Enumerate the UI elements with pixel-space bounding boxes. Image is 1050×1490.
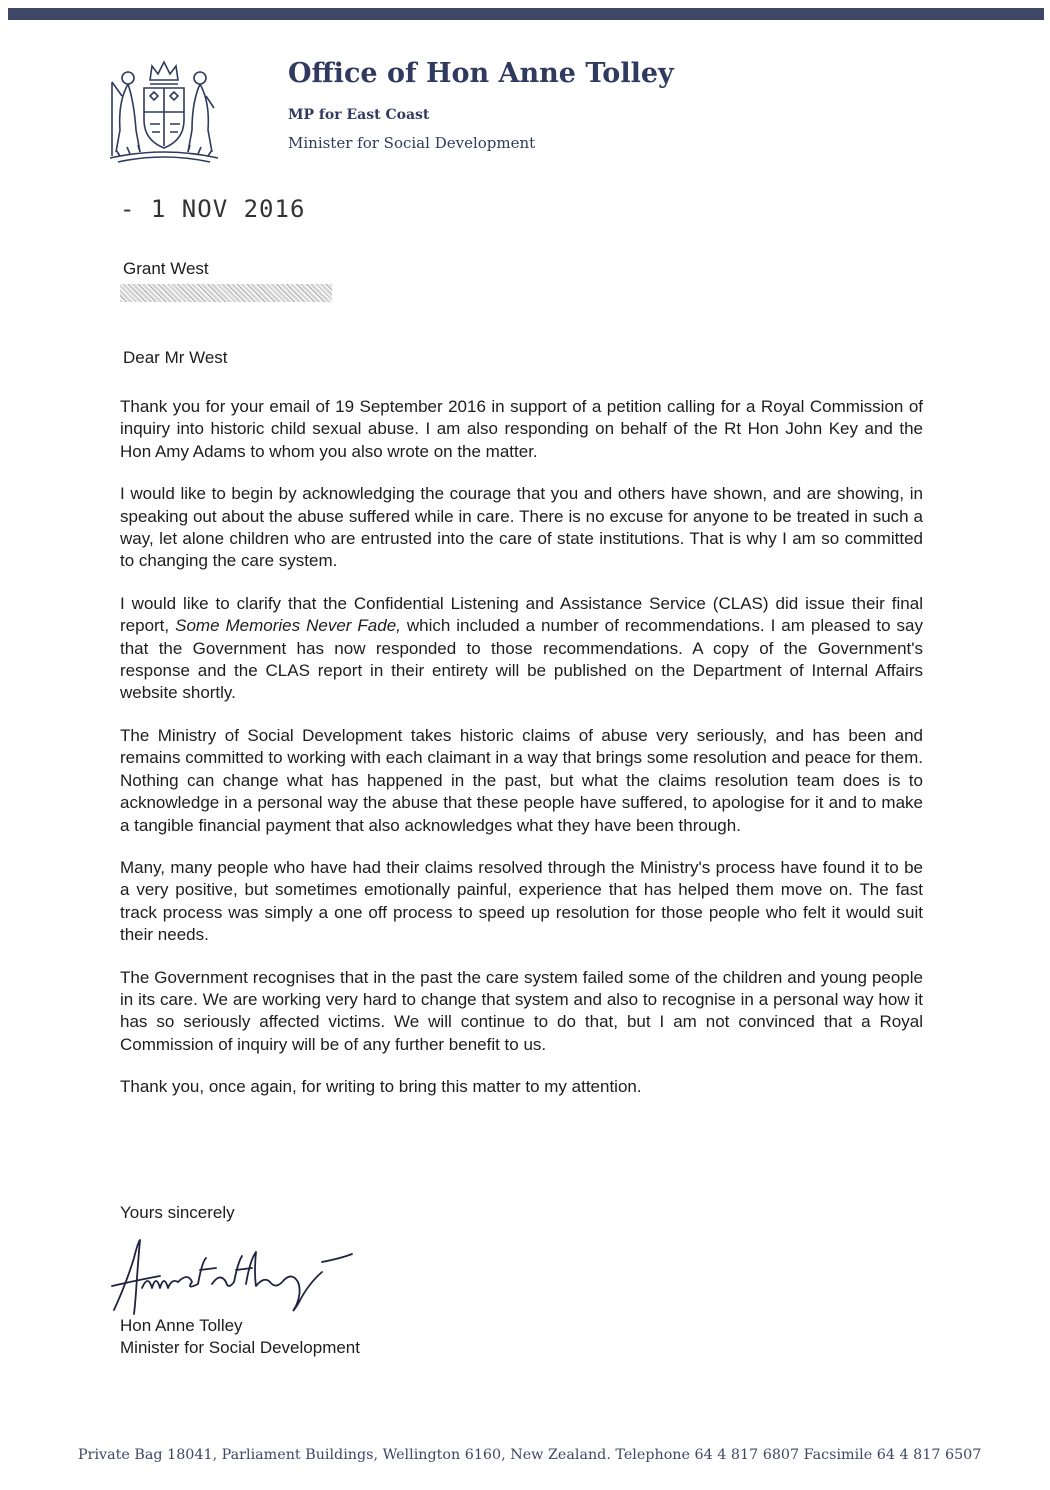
paragraph-text: I would like to clarify that the Confidential Listening and Assistance Service (CLAS) did issue their final report, <box>120 593 923 636</box>
office-constituency: MP for East Coast <box>288 107 430 123</box>
nz-coat-of-arms-icon <box>100 52 228 170</box>
letter-body <box>120 396 923 1119</box>
body-paragraph: The Ministry of Social Development takes historic claims of abuse very seriously, and has been and remains committed to working with each claimant in a way that brings some resolution and peace for them. Nothing can change what has happened in the past, but what the claims resolution team does is to acknowledge in a personal way the abuse that these people have suffered, to apologise for it and to make a tangible financial payment that also acknowledges what they have been through. <box>120 725 923 835</box>
office-role: Minister for Social Development <box>288 134 536 152</box>
signer-title: Minister for Social Development <box>120 1338 360 1357</box>
closing: Yours sincerely <box>120 1203 235 1222</box>
body-paragraph <box>120 593 923 705</box>
redacted-address <box>120 284 332 302</box>
body-paragraph: Thank you for your email of 19 September 2016 in support of a petition calling for a Royal Commission of inquiry into historic child sexual abuse. I am also responding on behalf of the Rt Hon John Key and the Hon Amy Adams to whom you also wrote on the matter. <box>120 397 923 461</box>
letterhead-top-bar <box>8 8 1044 20</box>
recipient-name: Grant West <box>123 259 209 278</box>
report-title: Some Memories Never Fade, <box>175 616 401 636</box>
signer-name: Hon Anne Tolley <box>120 1316 243 1335</box>
salutation: Dear Mr West <box>123 348 228 367</box>
handwritten-signature <box>108 1232 358 1324</box>
body-paragraph: The Government recognises that in the past the care system failed some of the children and young people in its care. We are working very hard to change that system and also to recognise in a personal way how it has so seriously affected victims. We will continue to do that, but I am not convinced that a Royal Commission of inquiry will be of any further benefit to us. <box>120 967 923 1054</box>
body-paragraph: Thank you, once again, for writing to bring this matter to my attention. <box>120 1077 642 1097</box>
body-paragraph: Many, many people who have had their claims resolved through the Ministry's process have found it to be a very positive, but sometimes emotionally painful, experience that has helped them move on. The fast track process was simply a one off process to speed up resolution for those people who felt it would suit their needs. <box>120 857 923 945</box>
date-stamp: - 1 NOV 2016 <box>120 195 306 223</box>
letterhead-footer: Private Bag 18041, Parliament Buildings, Wellington 6160, New Zealand. Telephone 64 4 817 6807 Facsimile 64 4 817 6507 <box>78 1447 982 1463</box>
body-paragraph: I would like to begin by acknowledging the courage that you and others have shown, and are showing, in speaking out about the abuse suffered while in care. There is no excuse for anyone to be treated in such a way, let alone children who are entrusted into the care of state institutions. That is why I am so committed to changing the care system. <box>120 484 923 571</box>
paragraph-text: which included a number of recommendations. I am pleased to say that the Government has now responded to those recommendations. A copy of the Government's response and the CLAS report in their entirety will be published on the Department of Internal Affairs website shortly. <box>120 616 923 703</box>
office-title: Office of Hon Anne Tolley <box>288 58 674 89</box>
